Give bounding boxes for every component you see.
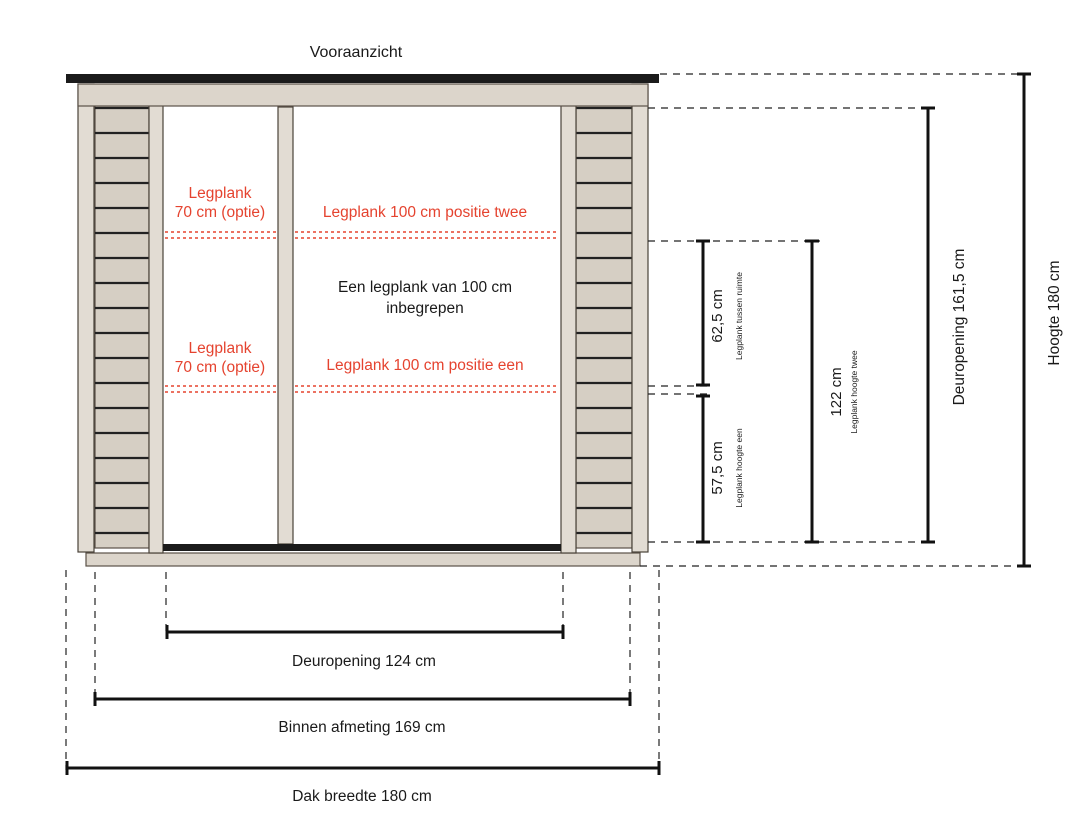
right-door-post (561, 97, 576, 553)
left-door-post (149, 97, 163, 553)
shelf-left-lower-label-1: Legplank (188, 340, 252, 357)
height-two-value: 122 cm (828, 367, 845, 417)
space-between-value: 62,5 cm (709, 289, 726, 343)
dim-roof-width (67, 761, 659, 775)
inner-width-label: Binnen afmeting 169 cm (278, 719, 446, 736)
shelf-left-upper-label-1: Legplank (188, 185, 252, 202)
door-opening-area (163, 106, 561, 546)
space-between-caption: Legplank tussen ruimte (734, 272, 744, 360)
shelf-left-lower-label-2: 70 cm (optie) (174, 359, 266, 376)
cabinet-structure (66, 74, 659, 566)
vertical-dimensions (696, 74, 1031, 566)
dim-total-height (1017, 74, 1031, 566)
height-one-caption: Legplank hoogte een (734, 428, 744, 508)
vertical-dim-extension-lines (640, 74, 1030, 566)
shelf-right-upper-label: Legplank 100 cm positie twee (322, 204, 528, 221)
dim-space-between (696, 241, 710, 385)
dim-inner-width (95, 692, 630, 706)
height-one-value: 57,5 cm (709, 441, 726, 495)
dim-height-two (805, 241, 819, 542)
door-height-label: Deuropening 161,5 cm (951, 248, 968, 406)
roof-width-label: Dak breedte 180 cm (292, 788, 432, 805)
left-wall-slats (95, 96, 149, 548)
included-shelf-note-1: Een legplank van 100 cm (337, 279, 513, 296)
height-two-caption: Legplank hoogte twee (849, 350, 859, 434)
total-height-label: Hoogte 180 cm (1046, 260, 1063, 366)
right-outer-post (632, 84, 648, 552)
roof (66, 74, 659, 83)
door-width-label: Deuropening 124 cm (292, 653, 436, 670)
floor (163, 544, 561, 551)
left-outer-post (78, 84, 94, 552)
shelf-left-upper-label-2: 70 cm (optie) (174, 204, 266, 221)
shelf-right-lower-label: Legplank 100 cm positie een (326, 357, 524, 374)
dim-door-height (921, 108, 935, 542)
right-wall-slats (576, 96, 632, 548)
diagram-title: Vooraanzicht (309, 44, 403, 61)
horizontal-dimensions (67, 625, 659, 775)
dim-height-one (696, 396, 710, 542)
dim-door-width (167, 625, 563, 639)
middle-divider-post (278, 107, 293, 544)
top-beam (78, 84, 648, 106)
base-plank (86, 553, 640, 566)
included-shelf-note-2: inbegrepen (386, 300, 464, 317)
horizontal-dim-extension-lines (66, 570, 659, 770)
